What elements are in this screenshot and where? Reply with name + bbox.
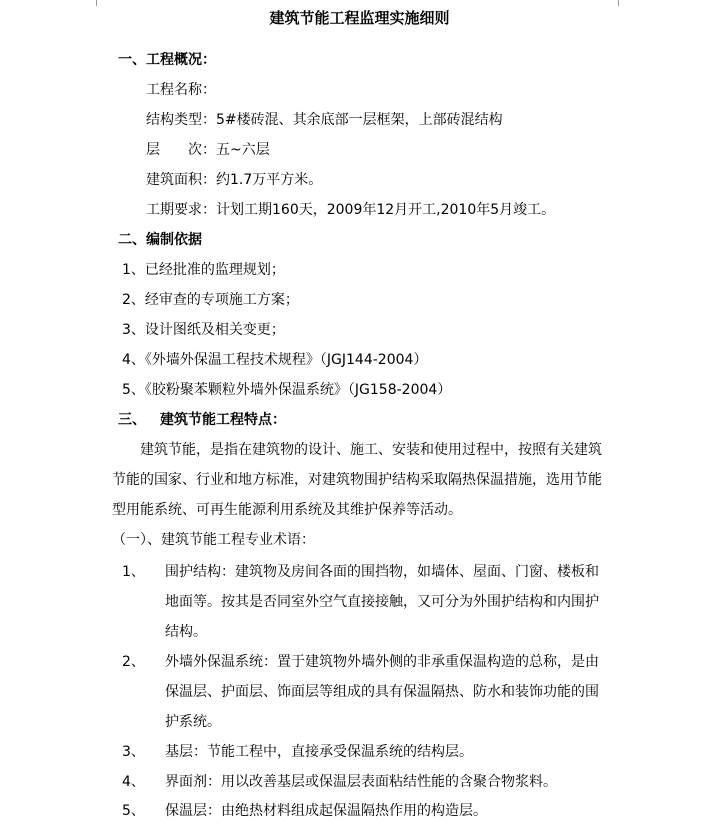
section-3-heading: 建筑节能工程特点： [160,412,286,428]
term-1-line-1: 围护结构：建筑物及房间各面的围挡物，如墙体、屋面、门窗、楼板和 [165,564,599,580]
term-4-line-1: 界面剂：用以改善基层或保温层表面粘结性能的含聚合物浆料。 [165,774,557,790]
structure-type-line: 结构类型：5#楼砖混、其余底部一层框架，上部砖混结构 [146,112,503,128]
section-1-heading: 一、工程概况： [118,52,216,68]
term-5-line-1: 保温层：由绝热材料组成起保温隔热作用的构造层。 [165,803,487,819]
page-corner-mark-right [618,0,619,6]
basis-item-2: 2、经审查的专项施工方案； [122,292,299,308]
term-2-line-3: 护系统。 [165,714,221,730]
project-name-line: 工程名称： [146,82,216,98]
terms-sub-heading: （一）、建筑节能工程专业术语： [112,532,315,548]
basis-item-3: 3、设计图纸及相关变更； [122,322,285,338]
term-1-number: 1、 [122,564,145,580]
page-corner-mark-left [96,0,97,6]
term-2-number: 2、 [122,654,145,670]
paragraph-line-3: 型用能系统、可再生能源利用系统及其维护保养等活动。 [112,502,462,518]
term-5-number: 5、 [122,803,145,819]
document-title: 建筑节能工程监理实施细则 [269,9,450,27]
term-4-number: 4、 [122,774,145,790]
basis-item-5: 5、《胶粉聚苯颗粒外墙外保温系统》（JG158-2004） [122,382,452,398]
section-3-heading-number: 三、 [118,412,146,428]
floors-line: 层 次：五~六层 [146,142,270,158]
basis-item-1: 1、已经批准的监理规划； [122,262,285,278]
paragraph-line-2: 节能的国家、行业和地方标准，对建筑物围护结构采取隔热保温措施，选用节能 [112,472,602,488]
term-2-line-1: 外墙外保温系统：置于建筑物外墙外侧的非承重保温构造的总称，是由 [165,654,599,670]
term-2-line-2: 保温层、护面层、饰面层等组成的具有保温隔热、防水和装饰功能的围 [165,684,599,700]
schedule-line: 工期要求：计划工期160天，2009年12月开工,2010年5月竣工。 [146,202,556,218]
paragraph-line-1: 建筑节能，是指在建筑物的设计、施工、安装和使用过程中，按照有关建筑 [140,442,602,458]
section-2-heading: 二、编制依据 [118,232,202,248]
area-line: 建筑面积：约1.7万平方米。 [146,172,323,188]
term-1-line-3: 结构。 [165,624,207,640]
term-3-line-1: 基层：节能工程中，直接承受保温系统的结构层。 [165,744,473,760]
term-1-line-2: 地面等。按其是否同室外空气直接接触，又可分为外围护结构和内围护 [165,594,599,610]
basis-item-4: 4、《外墙外保温工程技术规程》（JGJ144-2004） [122,352,428,368]
term-3-number: 3、 [122,744,145,760]
